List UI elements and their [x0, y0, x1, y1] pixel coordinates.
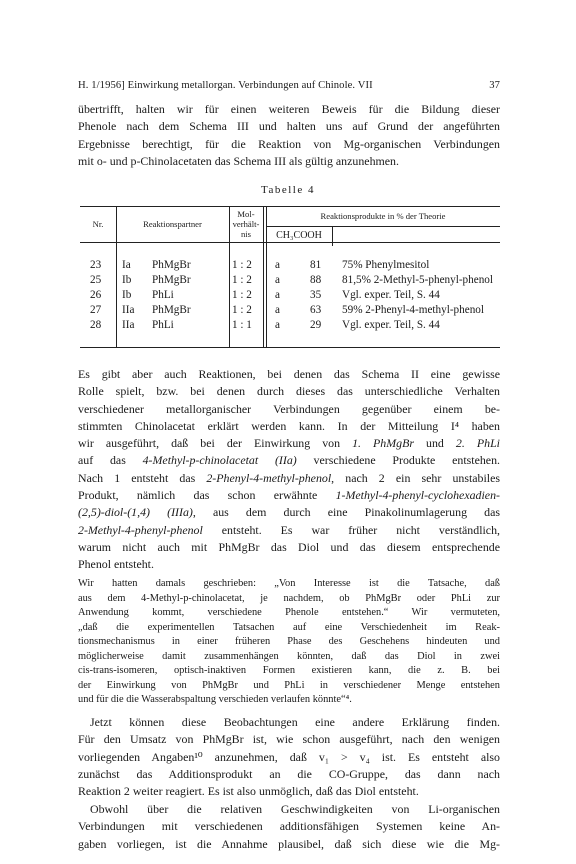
header-ratio-1: Mol- — [237, 209, 255, 219]
header-ratio-2: verhält- — [232, 219, 260, 229]
table-header-rule — [80, 242, 500, 243]
page-number: 37 — [489, 80, 500, 91]
text-line: tionsmechanismus in einer früheren Phase des Geschehens hindeuten und — [78, 636, 500, 647]
text-line: vorliegenden Angaben¹⁰ anzunehmen, daß v₁ > v₄ ist. Es entsteht also — [78, 749, 500, 764]
text-line — [78, 487, 500, 504]
cell-partner-b: PhMgBr — [152, 259, 191, 271]
text-line: Jetzt können diese Beobachtungen eine andere Erklärung finden. — [90, 715, 500, 729]
text-run: entsteht. Es war früher nicht verständlich, — [202, 522, 500, 537]
cell-product: Vgl. exper. Teil, S. 44 — [342, 289, 440, 301]
text-line — [78, 470, 500, 487]
text-run: und — [414, 436, 456, 451]
closing-paragraph — [78, 801, 500, 853]
text-line: Es gibt aber auch Reaktionen, bei denen das Schema II eine gewisse — [78, 367, 500, 381]
header-products: Reaktionsprodukte in % der Theorie — [320, 211, 446, 221]
text-line: Phenole nach dem Schema III und halten uns auf Grund der angeführten — [78, 119, 500, 134]
intro-paragraph — [78, 101, 500, 170]
text-line: zunächst das Additionsprodukt an die CO-Gruppe, das dann nach — [78, 766, 500, 781]
cell-partner-a: Ib — [122, 274, 132, 286]
text-line: verschiedener metallorganischer Verbindungen gegenüber einem be- — [78, 401, 500, 416]
italic-term: 2. PhLi — [455, 436, 500, 451]
cell-nr: 23 — [90, 259, 102, 271]
cell-ratio: 1 : 2 — [232, 259, 252, 271]
italic-term: 1-Methyl-4-phenyl-cyclohexadien- — [335, 488, 500, 503]
cell-product: 59% 2-Phenyl-4-methyl-phenol — [342, 304, 484, 316]
cell-ratio: 1 : 1 — [232, 319, 252, 331]
table-top-rule — [80, 206, 500, 207]
text-line: Verbindungen mit verschiedenen additionsfähigen Systemen keine An- — [78, 819, 500, 834]
cell-partner-a: IIa — [122, 319, 135, 331]
results-table — [80, 200, 500, 352]
cell-nr: 28 — [90, 319, 102, 331]
cell-acid: 88 — [310, 274, 322, 286]
cell-partner-b: PhLi — [152, 319, 174, 331]
text-run: Nach 1 entsteht das — [78, 470, 207, 485]
column-divider — [266, 206, 267, 347]
text-line: cis-trans-isomeren, optisch-inaktiven Formen existieren kann, die z. B. bei — [78, 665, 500, 676]
cell-ratio: 1 : 2 — [232, 274, 252, 286]
text-line: Obwohl über die relativen Geschwindigkeiten von Li-organischen — [90, 802, 500, 816]
cell-partner-b: PhMgBr — [152, 304, 191, 316]
italic-term: 4-Methyl-p-chinolacetat (IIa) — [142, 453, 297, 468]
cell-product: 75% Phenylmesitol — [342, 259, 430, 271]
text-line: übertrifft, halten wir für einen weiteren Beweis für die Bildung dieser — [78, 102, 500, 116]
header-partner: Reaktionspartner — [143, 219, 202, 229]
text-line — [78, 452, 500, 469]
cell-acid: 35 — [310, 289, 322, 301]
cell-partner-a: Ib — [122, 289, 132, 301]
text-run: , aus dem durch eine Pinakolinumlagerung das — [192, 505, 500, 520]
text-line: der Einwirkung von PhMgBr und PhLi in verschiedener Menge entstehen — [78, 679, 500, 691]
cell-acid: 63 — [310, 304, 322, 316]
cell-condition: a — [275, 274, 280, 286]
text-line: warum nicht auch mit PhMgBr das Diol und das diesem entsprechende — [78, 539, 500, 554]
cell-partner-b: PhLi — [152, 289, 174, 301]
discussion-paragraph — [78, 366, 500, 574]
text-line: stimmten Chinolacetat erklärt werden kann. In der Mitteilung I⁴ haben — [78, 418, 500, 433]
text-line: und für die die Wasserabspaltung verschieden verlaufen könnte“⁴. — [78, 694, 352, 705]
header-nr: Nr. — [92, 219, 104, 229]
product-subheader-rule — [266, 226, 500, 227]
text-line: Ergebnisse berechtigt, für die Reaktion von Mg-organischen Verbindungen — [78, 136, 500, 151]
text-line: Reaktion 2 weiter reagiert. Es ist also unmöglich, daß das Diol entsteht. — [78, 784, 419, 799]
running-header — [78, 80, 500, 96]
italic-term: (2,5)-diol-(1,4) (IIIa) — [78, 505, 193, 520]
cell-partner-b: PhMgBr — [152, 274, 191, 286]
italic-term: 2-Methyl-4-phenyl-phenol — [78, 522, 203, 537]
text-line — [78, 435, 500, 452]
cell-condition: a — [275, 319, 280, 331]
cell-acid: 81 — [310, 259, 322, 271]
header-ratio-3: nis — [240, 229, 252, 239]
italic-term: 1. PhMgBr — [352, 436, 414, 451]
text-line — [78, 522, 500, 539]
quoted-paragraph — [78, 577, 500, 708]
header-citation: H. 1/1956] Einwirkung metallorgan. Verbindungen auf Chinole. VII — [78, 80, 373, 91]
header-acid: CH₃COOH — [276, 230, 322, 241]
text-line: aus dem 4-Methyl-p-chinolacetat, je nachdem, ob PhMgBr oder PhLi zur — [78, 592, 500, 604]
cell-partner-a: Ia — [122, 259, 131, 271]
text-run: verschiedene Produkte entstehen. — [296, 453, 500, 468]
column-divider — [332, 226, 333, 246]
text-run: Produkt, nämlich das schon erwähnte — [78, 488, 336, 503]
column-divider — [263, 206, 264, 347]
text-run: , nach 2 ein sehr unstabiles — [331, 470, 500, 485]
cell-ratio: 1 : 2 — [232, 304, 252, 316]
text-run: auf das — [78, 453, 143, 468]
italic-term: 2-Phenyl-4-methyl-phenol — [206, 470, 332, 485]
text-line: Rolle spielt, bzw. bei denen durch dieses das unterschiedliche Verhalten — [78, 384, 500, 399]
cell-nr: 25 — [90, 274, 102, 286]
cell-ratio: 1 : 2 — [232, 289, 252, 301]
text-line: „daß die experimentellen Tatsachen auf eine Verschiedenheit im Reak- — [78, 621, 500, 633]
cell-nr: 26 — [90, 289, 102, 301]
table-bottom-rule — [80, 347, 500, 348]
text-line — [78, 504, 500, 521]
cell-condition: a — [275, 304, 280, 316]
text-line: Anwendung kommt, verschiedene Phenole entstehen.“ Wir vermuteten, — [78, 607, 500, 618]
text-line: Für den Umsatz von PhMgBr ist, wie schon ausgeführt, nach den wenigen — [78, 732, 500, 747]
text-line: Phenol entsteht. — [78, 557, 154, 572]
text-run: wir ausgeführt, daß bei der Einwirkung von — [78, 436, 353, 451]
cell-condition: a — [275, 259, 280, 271]
cell-acid: 29 — [310, 319, 322, 331]
text-line: möglicherweise damit zusammenhängen könnten, daß das Diol in zwei — [78, 650, 500, 662]
cell-nr: 27 — [90, 304, 102, 316]
text-line: Wir hatten damals geschrieben: „Von Interesse ist die Tatsache, daß — [78, 578, 500, 589]
explanation-paragraph — [78, 714, 500, 800]
cell-product: Vgl. exper. Teil, S. 44 — [342, 319, 440, 331]
cell-condition: a — [275, 289, 280, 301]
cell-product: 81,5% 2-Methyl-5-phenyl-phenol — [342, 274, 493, 286]
text-line: mit o- und p-Chinolacetaten das Schema III als gültig anzunehmen. — [78, 153, 399, 168]
cell-partner-a: IIa — [122, 304, 135, 316]
table-title: Tabelle 4 — [261, 184, 315, 196]
text-line: gaben vorliegen, ist die Annahme plausibel, daß sich diese wie die Mg- — [78, 836, 500, 851]
